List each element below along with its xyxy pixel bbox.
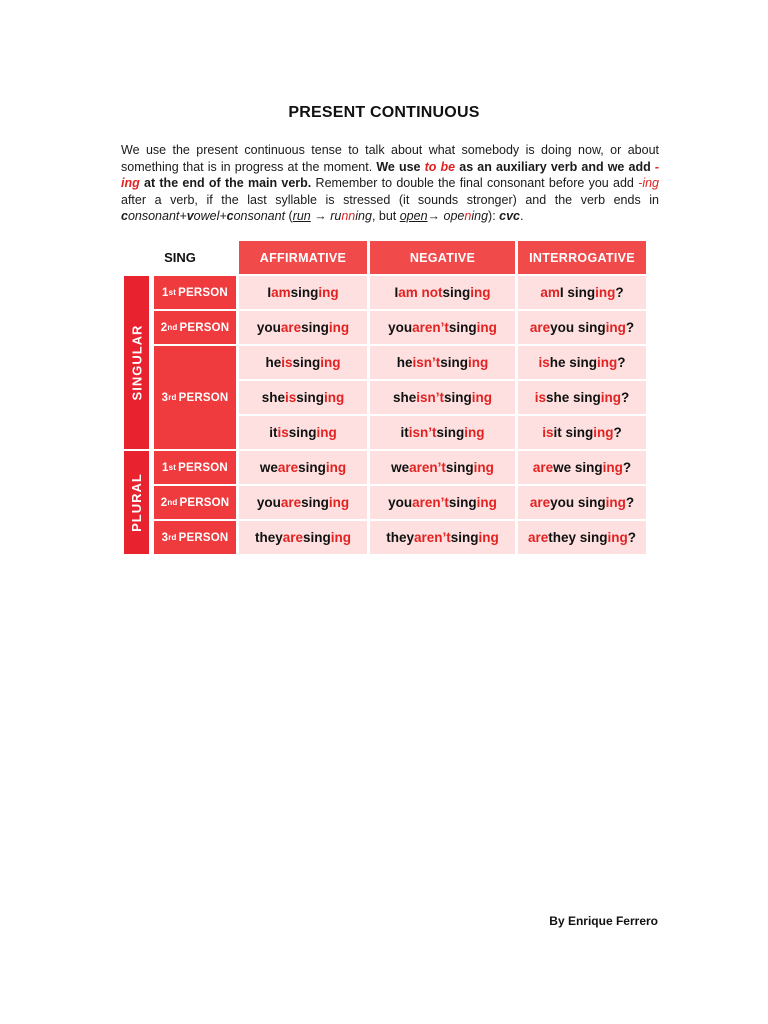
negative-cell: I am not sing ing [370, 276, 515, 309]
header-affirmative: AFFIRMATIVE [239, 241, 367, 274]
person-label-singular-1: 1 st PERSON [152, 276, 236, 309]
affirmative-cell: it is sing ing [239, 416, 367, 449]
group-plural: PLURAL [124, 451, 149, 554]
affirmative-cell: I am sing ing [239, 276, 367, 309]
negative-cell: we aren’t sing ing [370, 451, 515, 484]
interrogative-cell: are you sing ing ? [518, 311, 646, 344]
person-label-singular-2: 2 nd PERSON [152, 311, 236, 344]
author-signature: By Enrique Ferrero [549, 914, 658, 928]
interrogative-cell: is she sing ing ? [518, 381, 646, 414]
affirmative-cell: you are sing ing [239, 486, 367, 519]
person-label-singular-3: 3 rd PERSON [152, 346, 236, 449]
negative-cell: you aren’t sing ing [370, 486, 515, 519]
person-label-plural-3: 3 rd PERSON [152, 521, 236, 554]
header-negative: NEGATIVE [370, 241, 515, 274]
negative-cell: they aren’t sing ing [370, 521, 515, 554]
interrogative-cell: am I sing ing ? [518, 276, 646, 309]
negative-cell: she isn’t sing ing [370, 381, 515, 414]
interrogative-cell: is it sing ing ? [518, 416, 646, 449]
group-singular: SINGULAR [124, 276, 149, 449]
interrogative-cell: is he sing ing ? [518, 346, 646, 379]
negative-cell: you aren’t sing ing [370, 311, 515, 344]
interrogative-cell: are we sing ing ? [518, 451, 646, 484]
conjugation-table [124, 241, 646, 554]
header-interrogative: INTERROGATIVE [518, 241, 646, 274]
interrogative-cell: are you sing ing ? [518, 486, 646, 519]
intro-paragraph: We use the present continuous tense to talk about what somebody is doing now, or about something that is in progress at the moment. We use to be as an auxiliary verb and we add -ing at the end of the main verb. Remember to double the final consonant before you add -ing after a verb, if the last syllable is stressed (it sounds stronger) and the verb ends in consonant+vowel+consonant (run → running, but open→ opening): cvc. [121, 143, 660, 223]
person-label-plural-2: 2 nd PERSON [152, 486, 236, 519]
negative-cell: it isn’t sing ing [370, 416, 515, 449]
affirmative-cell: he is sing ing [239, 346, 367, 379]
person-label-plural-1: 1 st PERSON [152, 451, 236, 484]
affirmative-cell: we are sing ing [239, 451, 367, 484]
affirmative-cell: you are sing ing [239, 311, 367, 344]
affirmative-cell: they are sing ing [239, 521, 367, 554]
page-title: PRESENT CONTINUOUS [288, 104, 480, 121]
negative-cell: he isn’t sing ing [370, 346, 515, 379]
interrogative-cell: are they sing ing ? [518, 521, 646, 554]
affirmative-cell: she is sing ing [239, 381, 367, 414]
table-corner-label: SING [164, 250, 196, 265]
